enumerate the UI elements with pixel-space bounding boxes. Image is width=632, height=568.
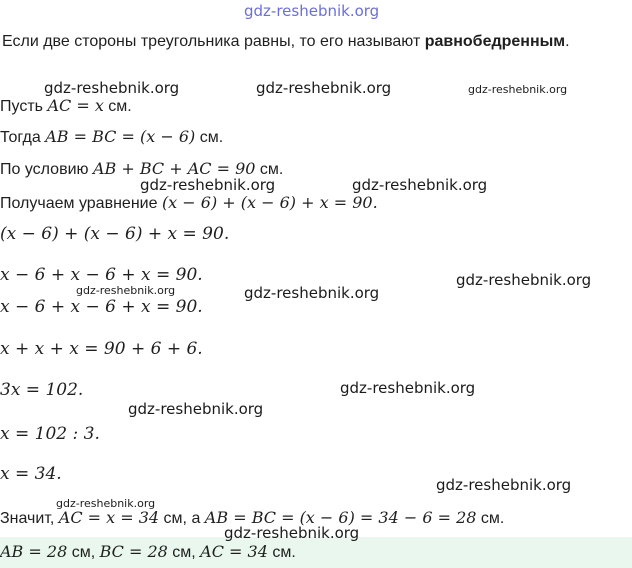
intro-text [2,31,570,53]
step-cond-suffix: см. [255,161,284,178]
watermark: gdz-reshebnik.org [224,524,360,542]
intro-end: . [565,33,570,50]
watermark: gdz-reshebnik.org [140,176,276,194]
step-so-prefix: Значит, [0,510,59,527]
equation-line-5: 3x = 102. [0,380,84,400]
step-then-prefix: Тогда [0,129,46,146]
equation-line-3: x − 6 + x − 6 + x = 90. [0,297,203,317]
watermark: gdz-reshebnik.org [128,400,264,418]
step-let-suffix: см. [103,98,132,115]
equation-line-4: x + x + x = 90 + 6 + 6. [0,339,203,359]
watermark: gdz-reshebnik.org [44,79,180,97]
step-so-math1: AC = x = 34 [58,508,160,527]
answer-ab: AB = 28 [0,542,68,561]
answer-unit-3: см. [267,544,296,561]
step-then-math: AB = BC = (x − 6) [45,127,196,146]
equation-line-2: x − 6 + x − 6 + x = 90. [0,265,203,285]
watermark: gdz-reshebnik.org [468,83,568,96]
answer-unit-1: см, [67,544,100,561]
step-let-prefix: Пусть [0,98,48,115]
step-cond-math: AB + BC + AC = 90 [92,159,256,178]
step-then [0,126,223,149]
step-then-suffix: см. [195,129,224,146]
equation-line-6: x = 102 : 3. [0,424,100,444]
intro-main: Если две стороны треугольника равны, то его называют [2,33,425,50]
watermark: gdz-reshebnik.org [256,79,392,97]
step-equation [0,192,378,215]
watermark: gdz-reshebnik.org [244,2,380,20]
answer-ac: AC = 34 [200,542,268,561]
step-eqn-math: (x − 6) + (x − 6) + x = 90. [161,193,378,212]
step-so-suffix: см. [476,510,505,527]
answer-line [0,541,296,564]
answer-bc: BC = 28 [99,542,168,561]
answer-unit-2: см, [167,544,201,561]
watermark: gdz-reshebnik.org [340,379,476,397]
equation-line-1: (x − 6) + (x − 6) + x = 90. [0,224,230,244]
watermark: gdz-reshebnik.org [456,271,592,289]
step-let-math: AC = x [47,96,104,115]
watermark: gdz-reshebnik.org [244,284,380,302]
watermark: gdz-reshebnik.org [76,284,176,297]
step-let [0,95,132,118]
step-eqn-prefix: Получаем уравнение [0,195,162,212]
step-cond-prefix: По условию [0,161,93,178]
step-so-math2: AB = BC = (x − 6) = 34 − 6 = 28 [204,508,477,527]
intro-bold: равнобедренным [424,33,566,50]
watermark: gdz-reshebnik.org [56,497,156,510]
step-so-mid: см, а [159,510,205,527]
equation-line-7: x = 34. [0,464,62,484]
watermark: gdz-reshebnik.org [436,476,572,494]
watermark: gdz-reshebnik.org [352,176,488,194]
